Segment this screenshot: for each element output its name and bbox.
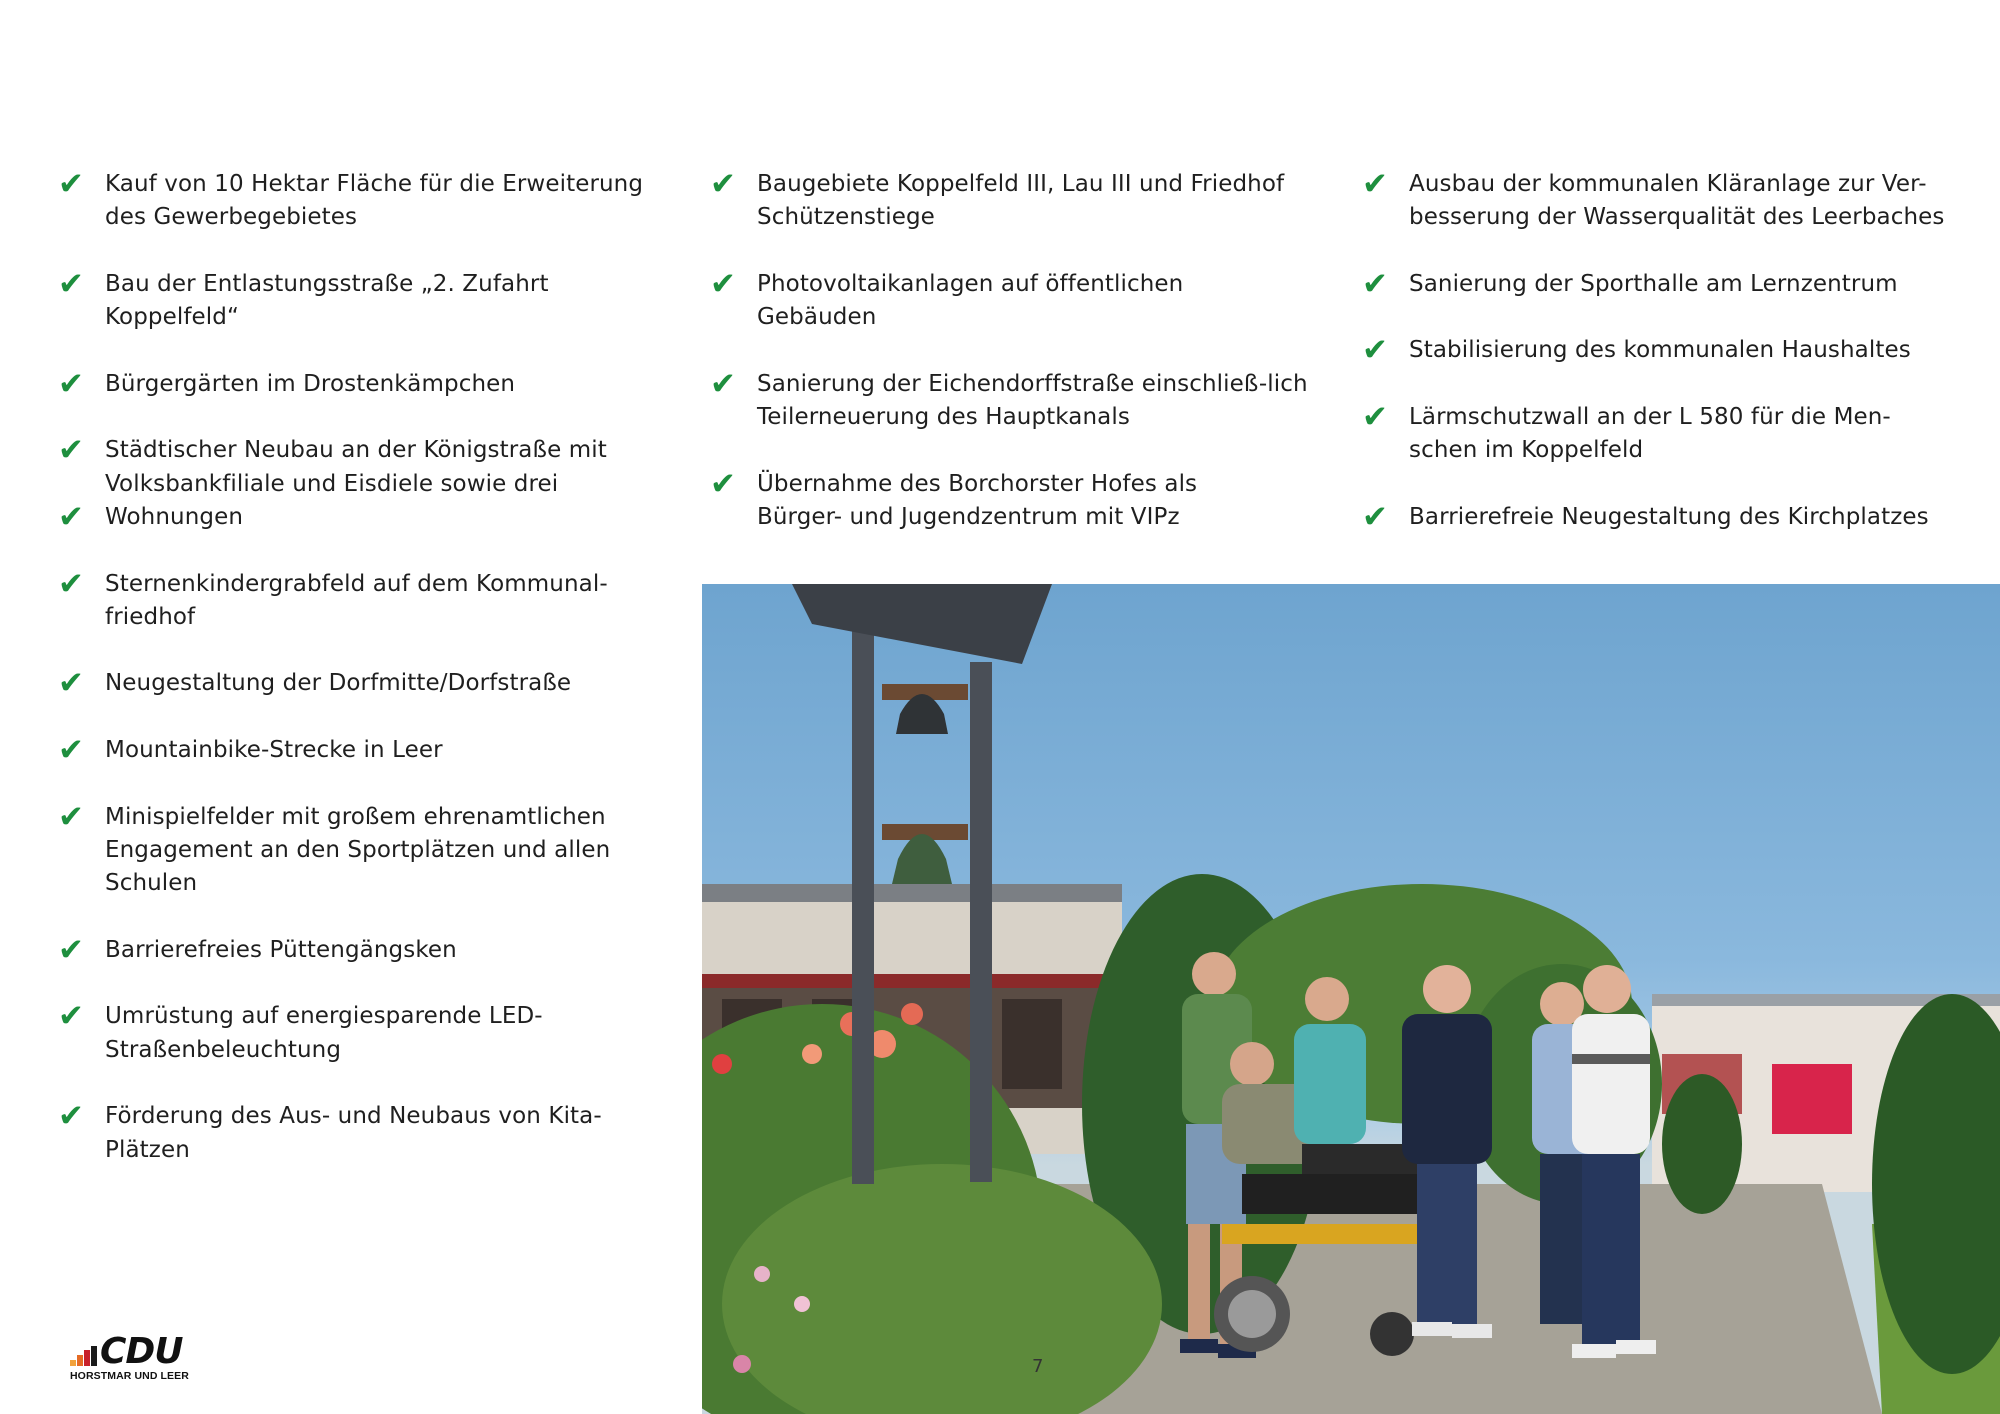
list-item-text: Wohnungen xyxy=(105,503,244,530)
check-mark-icon: ✔ xyxy=(710,365,737,402)
list-item-text: Ausbau der kommunalen Kläranlage zur Ver-besserung der Wasserqualität des Leerbaches xyxy=(1409,171,1945,231)
list-item xyxy=(1362,334,1982,367)
list-item xyxy=(1362,265,1982,302)
list-item xyxy=(58,734,638,767)
check-mark-icon: ✔ xyxy=(58,1098,85,1135)
check-mark-icon: ✔ xyxy=(58,432,85,469)
check-mark-icon: ✔ xyxy=(58,265,85,302)
list-item-text: Stabilisierung des kommunalen Haushaltes xyxy=(1409,337,1911,364)
list-item xyxy=(1362,401,1949,468)
list-item-text: Kauf von 10 Hektar Fläche für die Erweiterung des Gewerbegebietes xyxy=(105,171,644,231)
logo-bars-icon xyxy=(70,1348,98,1366)
check-mark-icon: ✔ xyxy=(1362,265,1389,302)
list-item-text: Minispielfelder mit großem ehrenamtlichen Engagement an den Sportplätzen und allen Schulen xyxy=(105,803,611,897)
list-item-text: Städtischer Neubau an der Königstraße mit Volksbankfiliale und Eisdiele sowie drei xyxy=(105,437,607,497)
achievements-column-3 xyxy=(1362,168,1982,568)
check-mark-icon: ✔ xyxy=(710,166,737,202)
check-mark-icon: ✔ xyxy=(710,265,737,302)
list-item-text: Sanierung der Eichendorffstraße einschließ-lich Teilerneuerung des Hauptkanals xyxy=(757,370,1308,431)
list-item-text: Sanierung der Sporthalle am Lernzentrum xyxy=(1409,270,1898,297)
check-mark-icon: ✔ xyxy=(58,732,85,769)
list-item-text: Übernahme des Borchorster Hofes als Bürger- und Jugendzentrum mit VIPz xyxy=(757,470,1198,530)
list-item xyxy=(58,434,665,501)
list-item-text: Baugebiete Koppelfeld III, Lau III und Friedhof Schützenstiege xyxy=(757,171,1285,231)
cdu-logo xyxy=(68,1331,208,1384)
list-item xyxy=(58,798,665,901)
list-item-text: Sternenkindergrabfeld auf dem Kommunal-friedhof xyxy=(105,570,608,630)
logo-subtitle: HORSTMAR UND LEER xyxy=(70,1370,189,1382)
list-item-text: Bau der Entlastungsstraße „2. Zufahrt Koppelfeld“ xyxy=(105,270,549,331)
achievements-column-1 xyxy=(58,166,644,1200)
check-mark-icon: ✔ xyxy=(58,365,85,402)
list-item-text: Barrierefreies Püttengängsken xyxy=(105,936,457,963)
list-item xyxy=(58,667,638,700)
list-item xyxy=(710,465,1277,535)
list-item xyxy=(58,498,638,535)
list-item-text: Umrüstung auf energiesparende LED-Straßenbeleuchtung xyxy=(105,1003,543,1063)
list-item xyxy=(1362,168,1982,235)
list-item-text: Neugestaltung der Dorfmitte/Dorfstraße xyxy=(105,670,572,697)
check-mark-icon: ✔ xyxy=(58,565,85,602)
check-mark-icon: ✔ xyxy=(1362,332,1389,369)
group-photo xyxy=(702,584,2000,1414)
check-mark-icon: ✔ xyxy=(58,665,85,702)
list-item xyxy=(58,1100,665,1167)
achievements-column-2 xyxy=(710,168,1310,568)
list-item xyxy=(58,265,575,335)
list-item xyxy=(710,265,1277,335)
list-item xyxy=(58,168,675,235)
check-mark-icon: ✔ xyxy=(58,166,85,202)
list-item-text: Förderung des Aus- und Neubaus von Kita-Plätzen xyxy=(105,1103,602,1163)
check-mark-icon: ✔ xyxy=(1362,166,1389,202)
check-mark-icon: ✔ xyxy=(58,931,85,968)
list-item-text: Mountainbike-Strecke in Leer xyxy=(105,737,443,764)
list-item xyxy=(1362,498,1982,535)
check-mark-icon: ✔ xyxy=(710,465,737,502)
list-item-text: Bürgergärten im Drostenkämpchen xyxy=(105,370,516,397)
check-mark-icon: ✔ xyxy=(1362,498,1389,535)
list-item xyxy=(58,365,638,402)
list-item-text: Lärmschutzwall an der L 580 für die Men-schen im Koppelfeld xyxy=(1409,404,1891,464)
list-item-text: Barrierefreie Neugestaltung des Kirchplatzes xyxy=(1409,503,1929,530)
check-mark-icon: ✔ xyxy=(58,798,85,835)
list-item xyxy=(710,168,1310,235)
check-mark-icon: ✔ xyxy=(1362,399,1389,436)
list-item xyxy=(58,1000,605,1067)
check-mark-icon: ✔ xyxy=(58,998,85,1035)
check-mark-icon: ✔ xyxy=(58,498,85,535)
list-item xyxy=(58,931,638,968)
list-item-text: Photovoltaikanlagen auf öffentlichen Gebäuden xyxy=(757,270,1184,331)
list-item xyxy=(710,365,1310,435)
logo-wordmark: CDU xyxy=(100,1331,183,1372)
list-item xyxy=(58,565,665,635)
page-number: 7 xyxy=(1032,1356,1044,1377)
